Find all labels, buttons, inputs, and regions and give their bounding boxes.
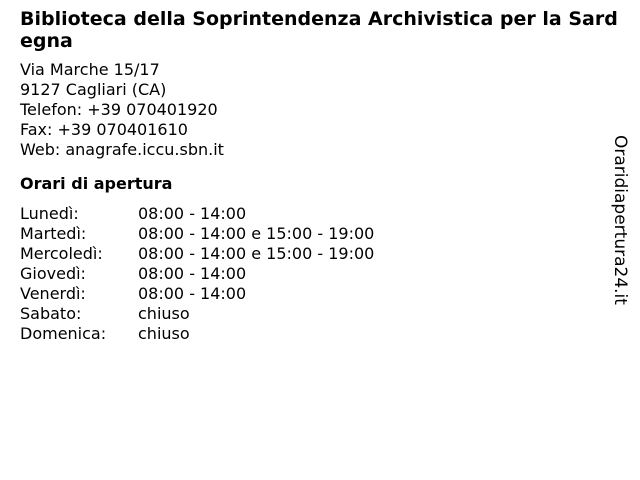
day-label: Venerdì: [20, 284, 86, 303]
site-brand-watermark: Oraridiapertura24.it [610, 135, 630, 305]
opening-hours-title: Orari di apertura [20, 174, 173, 193]
phone-number[interactable]: Telefon: +39 070401920 [20, 100, 218, 119]
street-address: Via Marche 15/17 [20, 60, 160, 79]
hours-row-wednesday [20, 244, 620, 264]
hours-row-thursday [20, 264, 620, 284]
time-value: 08:00 - 14:00 [138, 264, 247, 283]
day-label: Domenica: [20, 324, 107, 343]
library-card [20, 8, 620, 344]
library-name: Biblioteca della Soprintendenza Archivistica per la Sardegna [20, 8, 618, 52]
hours-row-monday [20, 204, 620, 224]
time-value: chiuso [138, 304, 190, 323]
day-label: Mercoledì: [20, 244, 103, 263]
day-label: Lunedì: [20, 204, 79, 223]
hours-row-saturday [20, 304, 620, 324]
contact-block [20, 60, 620, 160]
website-link[interactable]: Web: anagrafe.iccu.sbn.it [20, 140, 224, 159]
day-label: Martedì: [20, 224, 87, 243]
time-value: chiuso [138, 324, 190, 343]
hours-row-friday [20, 284, 620, 304]
opening-hours-table [20, 204, 620, 344]
day-label: Sabato: [20, 304, 82, 323]
city-address: 9127 Cagliari (CA) [20, 80, 167, 99]
time-value: 08:00 - 14:00 e 15:00 - 19:00 [138, 224, 375, 243]
hours-row-sunday [20, 324, 620, 344]
hours-row-tuesday [20, 224, 620, 244]
fax-number: Fax: +39 070401610 [20, 120, 188, 139]
time-value: 08:00 - 14:00 [138, 204, 247, 223]
day-label: Giovedì: [20, 264, 86, 283]
time-value: 08:00 - 14:00 [138, 284, 247, 303]
time-value: 08:00 - 14:00 e 15:00 - 19:00 [138, 244, 375, 263]
